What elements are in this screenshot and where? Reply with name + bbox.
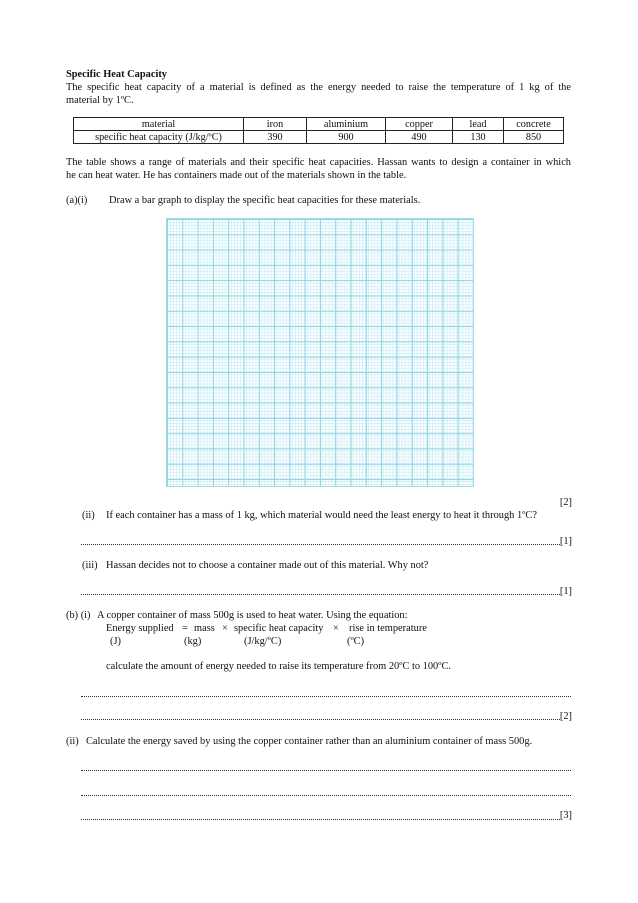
table-cell: concrete [504,118,564,131]
unit-temp: (ºC) [347,636,365,647]
question-b-i-number: (b) (i) [66,610,91,621]
heat-capacity-table [73,117,564,144]
table-cell: 900 [307,131,386,144]
table-cell: 130 [453,131,504,144]
question-a-iii-text: Hassan decides not to choose a container made out of this material. Why not? [106,560,429,571]
question-a-iii-number: (iii) [82,560,98,571]
times-symbol: × [222,623,228,634]
table-cell: iron [244,118,307,131]
answer-line-a-ii[interactable] [81,544,560,545]
question-b-ii-number: (ii) [66,736,79,747]
intro-line-2: material by 1ºC. [66,95,134,106]
table-cell: 490 [386,131,453,144]
marks-a-iii: [1] [559,586,572,597]
unit-shc: (J/kg/ºC) [244,636,282,647]
context-line-1: The table shows a range of materials and their specific heat capacities. Hassan wants to design a container in which [66,157,571,168]
marks-a-i: [2] [559,497,572,508]
table-cell: copper [386,118,453,131]
question-a-ii-text: If each container has a mass of 1 kg, which material would need the least energy to heat it through 1ºC? [106,510,537,521]
question-b-i-text: A copper container of mass 500g is used to heat water. Using the equation: [97,610,408,621]
question-a-i-text: Draw a bar graph to display the specific heat capacities for these materials. [109,195,421,206]
question-b-ii-text: Calculate the energy saved by using the copper container rather than an aluminium container of mass 500g. [86,736,533,747]
marks-b-i: [2] [559,711,572,722]
answer-line-b-i-1[interactable] [81,696,571,697]
equation-rise: rise in temperature [349,623,427,634]
equation-shc: specific heat capacity [234,623,324,634]
table-cell: aluminium [307,118,386,131]
page-title: Specific Heat Capacity [66,69,167,80]
times-symbol: × [333,623,339,634]
marks-a-ii: [1] [559,536,572,547]
table-cell: 390 [244,131,307,144]
answer-line-b-i-2[interactable] [81,719,560,720]
answer-line-a-iii[interactable] [81,594,560,595]
answer-line-b-ii-1[interactable] [81,770,571,771]
context-line-2: he can heat water. He has containers made out of the materials shown in the table. [66,170,407,181]
equation-lhs: Energy supplied [106,623,174,634]
marks-b-ii: [3] [559,810,572,821]
table-row [74,131,564,144]
equation-mass: mass [194,623,215,634]
answer-line-b-ii-3[interactable] [81,819,560,820]
graph-paper-grid[interactable] [166,218,474,487]
table-cell: lead [453,118,504,131]
row-label-material: material [74,118,244,131]
table-row [74,118,564,131]
equation-equals: = [182,623,188,634]
question-a-i-number: (a)(i) [66,195,88,206]
answer-line-b-ii-2[interactable] [81,795,571,796]
question-b-i-instruction: calculate the amount of energy needed to raise its temperature from 20ºC to 100ºC. [106,661,451,672]
row-label-shc: specific heat capacity (J/kg/ºC) [74,131,244,144]
table-cell: 850 [504,131,564,144]
intro-line-1: The specific heat capacity of a material is defined as the energy needed to raise the temperature of 1 kg of the [66,82,571,93]
unit-energy: (J) [110,636,121,647]
question-a-ii-number: (ii) [82,510,95,521]
unit-mass: (kg) [184,636,202,647]
